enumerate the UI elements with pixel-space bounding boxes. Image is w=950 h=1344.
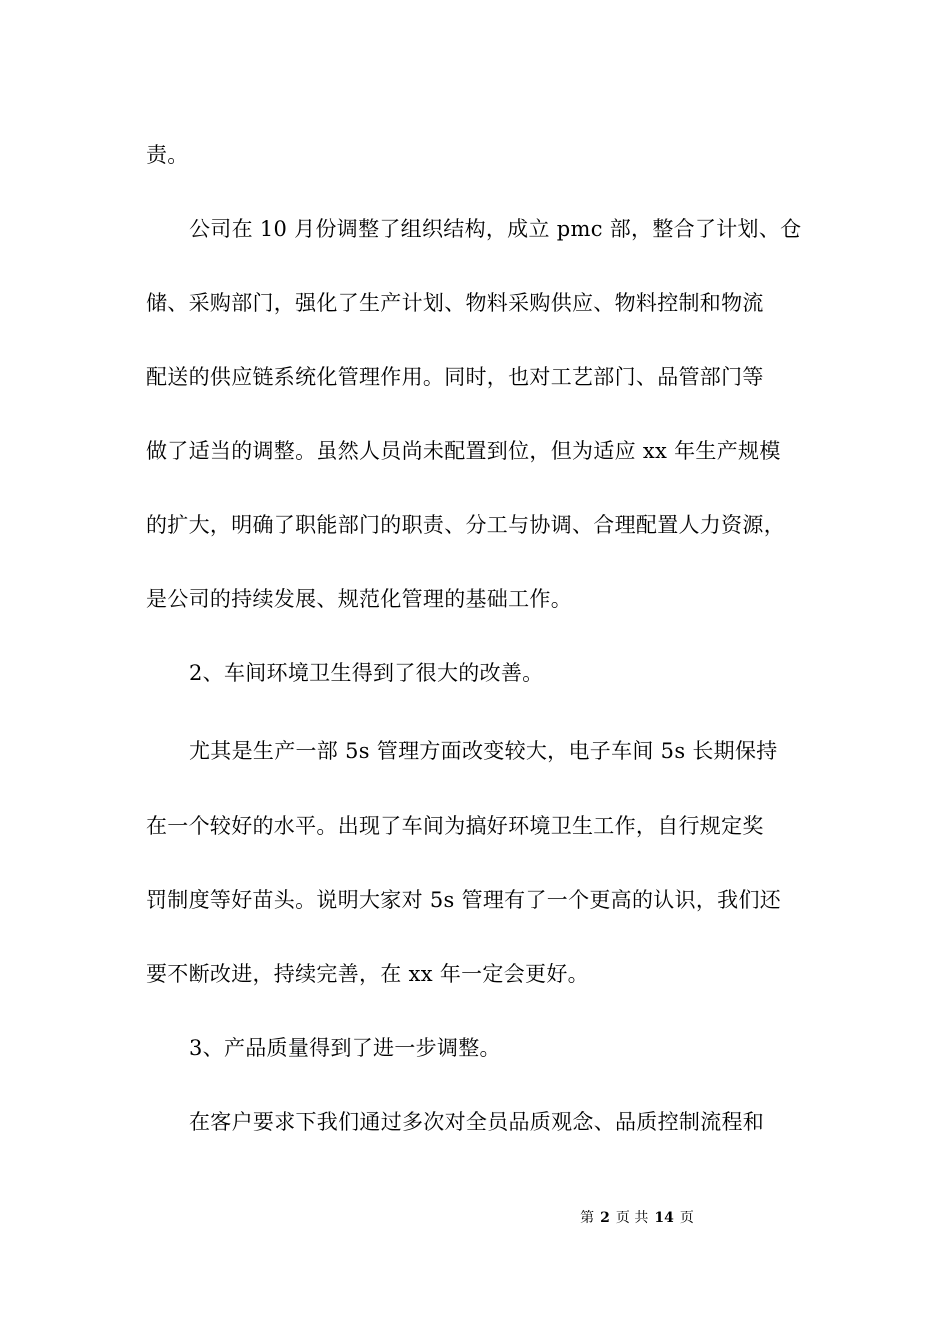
text-line-2: 公司在 10 月份调整了组织结构，成立 pmc 部，整合了计划、仓 bbox=[189, 217, 802, 241]
footer-middle: 页 共 bbox=[615, 1210, 649, 1226]
section-heading-3: 3、产品质量得到了进一步调整。 bbox=[189, 1036, 501, 1060]
text-line-9: 尤其是生产一部 5s 管理方面改变较大，电子车间 5s 长期保持 bbox=[189, 739, 778, 763]
section-heading-2: 2、车间环境卫生得到了很大的改善。 bbox=[189, 661, 544, 685]
total-pages-number: 14 bbox=[654, 1210, 674, 1226]
text-line-12: 要不断改进，持续完善，在 xx 年一定会更好。 bbox=[146, 962, 589, 986]
text-line-7: 是公司的持续发展、规范化管理的基础工作。 bbox=[146, 587, 572, 611]
text-line-4: 配送的供应链系统化管理作用。同时，也对工艺部门、品管部门等 bbox=[146, 365, 764, 389]
footer-suffix: 页 bbox=[679, 1210, 694, 1226]
text-line-5: 做了适当的调整。虽然人员尚未配置到位，但为适应 xx 年生产规模 bbox=[146, 439, 781, 463]
footer-prefix: 第 bbox=[580, 1210, 595, 1226]
text-line-10: 在一个较好的水平。出现了车间为搞好环境卫生工作，自行规定奖 bbox=[146, 814, 764, 838]
page-number-group bbox=[580, 1209, 694, 1227]
text-line-6: 的扩大，明确了职能部门的职责、分工与协调、合理配置人力资源， bbox=[146, 513, 785, 537]
text-line-1: 责。 bbox=[146, 143, 189, 167]
text-line-11: 罚制度等好苗头。说明大家对 5s 管理有了一个更高的认识，我们还 bbox=[146, 888, 782, 912]
text-line-14: 在客户要求下我们通过多次对全员品质观念、品质控制流程和 bbox=[189, 1110, 765, 1134]
page-footer bbox=[0, 1209, 950, 1227]
current-page-number: 2 bbox=[600, 1210, 610, 1226]
text-line-3: 储、采购部门，强化了生产计划、物料采购供应、物料控制和物流 bbox=[146, 291, 764, 315]
